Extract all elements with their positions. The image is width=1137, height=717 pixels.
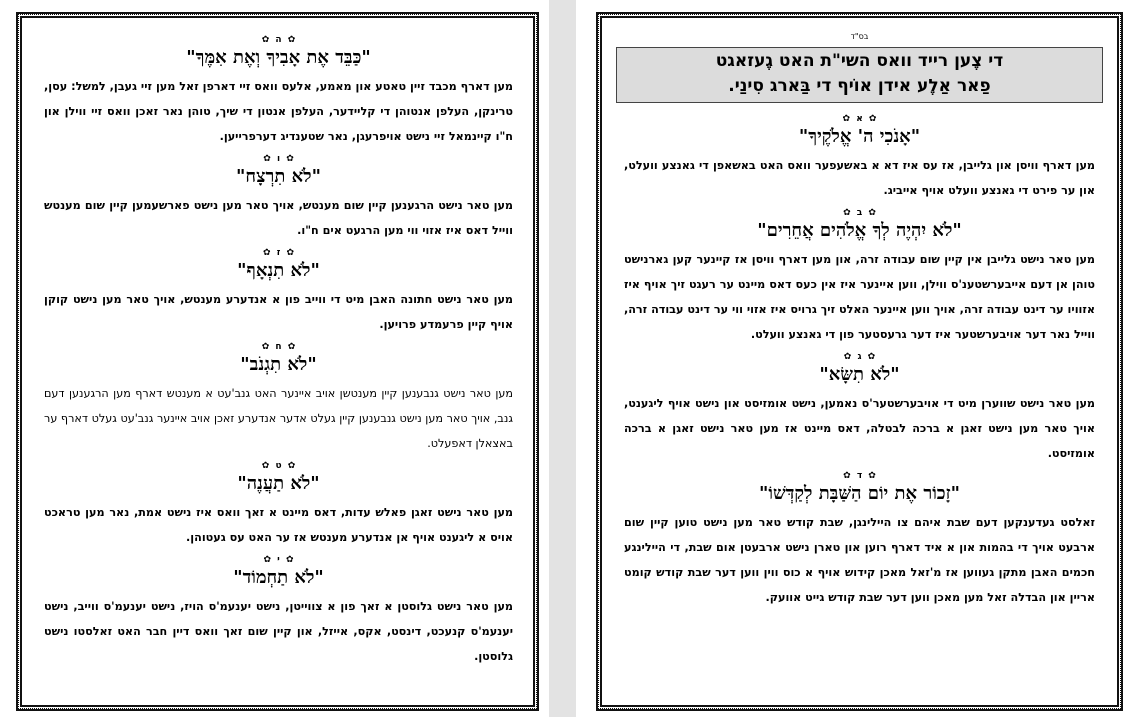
commandment-text: מען טאר נישט זאגן פאלש עדות, דאס מיינט א זאך וואס איז נישט אמת, נאר מען טראכט אויס א ליגענט אויף אן אנדערע מענטש אז ער האט עס געטוהן. — [44, 506, 513, 544]
flower-ornament-icon: ✿ — [843, 352, 852, 362]
commandment-text: מען טאר נישט חתונה האבן מיט די ווייב פון א אנדערע מענטש, אויך טאר מען נישט קוקן אויף קיין פרעמדע פרויען. — [44, 293, 513, 331]
commandment-heading: "לֹא תִרְצָח" — [236, 166, 321, 187]
left-page-frame — [16, 12, 539, 711]
commandment-text: מען דארף וויסן און גלייבן, אז עס איז דא א באשעפער וואס האט באשאפן די גאנצע וועלט, און ער פירט די גאנצע וועלט אויף אייביג. — [624, 159, 1095, 197]
flower-ornament-icon: ✿ — [261, 342, 270, 352]
commandment-heading: "לֹא תִנְאָף" — [237, 260, 320, 281]
flower-ornament-icon: ✿ — [263, 555, 272, 565]
flower-ornament-icon: ✿ — [287, 35, 296, 45]
right-page-frame — [596, 12, 1123, 711]
commandment-heading: "זָכוֹר אֶת יוֹם הַשַּׁבָּת לְקַדְּשׁוֹ" — [759, 483, 960, 504]
commandment-heading: "לֹא תַעֲנֶה" — [237, 473, 320, 494]
flower-ornament-icon: ✿ — [285, 555, 294, 565]
title-line: די צֶען רייד וואס השי"ת האט גֶעזאגט — [715, 51, 1004, 71]
commandment-text: מען טאר נישט גלייבן אין קיין שום עבודה זרה, און מען דארף וויסן אז קיינער קען גארנישט טוהן אן דעם אייבערשטענ'ס ווילן, ווען איינער איז אין כעס דאס מיינט ער רעגט זיך אויף איז אזוויו ער דינט עבודה זרה, אויך ווען איינער האלט זיך גרויס איז אזוי ווי ער דינט עבודה זרה, ווייל נאר דער אויבערשטער איז דער גרעסטער פון די גאנצע וועלט. — [624, 253, 1095, 341]
section-letter: ✿ ג ✿ — [624, 351, 1095, 363]
flower-ornament-icon: ✿ — [842, 114, 851, 124]
bsd-header: בס"ד — [850, 32, 869, 41]
commandment-heading: "לֹא תַחְמוֹד" — [233, 567, 324, 588]
flower-ornament-icon: ✿ — [868, 471, 876, 481]
section-letter: ✿ ח ✿ — [44, 341, 513, 353]
section-letter: ✿ ז ✿ — [44, 247, 513, 259]
flower-ornament-icon: ✿ — [286, 248, 294, 258]
section-letter: ✿ ה ✿ — [44, 34, 513, 46]
flower-ornament-icon: ✿ — [261, 35, 270, 45]
flower-ornament-icon: ✿ — [286, 154, 294, 164]
section-letter: ✿ י ✿ — [44, 554, 513, 566]
flower-ornament-icon: ✿ — [843, 208, 851, 218]
commandment-heading: "לֹא תִשָּׂא" — [819, 364, 900, 385]
flower-ornament-icon: ✿ — [868, 114, 877, 124]
page-gutter — [549, 0, 576, 717]
commandment-heading: "אָנֹכִי ה' אֱלֹקֶיךָ" — [798, 126, 921, 147]
left-page — [0, 0, 549, 717]
flower-ornament-icon: ✿ — [261, 461, 270, 471]
commandment-heading: "לֹא תִגְנֹב" — [240, 354, 317, 375]
commandment-text: מען טאר נישט גנבענען קיין מענטשן אויב איינער האט גנב'עט א מענטש דארף מען הרגענען דעם גנב, אויך טאר מען נישט גנבענען קיין געלט אדער אנדערע זאכן אויב איינער גנב'עט געלט דארף ער באצאלן דאפעלט. — [44, 387, 513, 450]
flower-ornament-icon: ✿ — [263, 248, 271, 258]
flower-ornament-icon: ✿ — [867, 352, 876, 362]
commandment-heading: "כַּבֵּד אֶת אָבִיךָ וְאֶת אִמֶּךָ" — [186, 47, 371, 68]
right-page — [576, 0, 1137, 717]
section-letter: ✿ א ✿ — [624, 113, 1095, 125]
commandment-text: מען דארף מכבד זיין טאטע און מאמע, אלעס וואס זיי דארפן זאל מען זיי געבן, למשל: עסן, טרינקן, העלפן אנטוהן די קליידער, העלפן אנטון די שיך, טוהן נאר זאכן וואס זיי ווילן און ח"ו קיינמאל זיי נישט אויפרעגן, נאר שטענדיג דערפרייען. — [44, 80, 513, 143]
flower-ornament-icon: ✿ — [868, 208, 876, 218]
commandment-text: זאלסט געדענקען דעם שבת איהם צו היילינגן, שבת קודש טאר מען נישט טוען קיין שום ארבעט אויך די בהמות און א איד דארף רוען און טארן נישט ארבעטן אום שבת, די היילינגע חכמים האבן מתקן געווען אז מ'זאל מאכן קידוש אויף א כוס ווין ווען דער שבת קודש קומט אריין און הבדלה זאל מען מאכן ווען דער שבת קודש גייט אוועק. — [624, 516, 1095, 604]
commandment-text: מען טאר נישט הרגענען קיין שום מענטש, אויך טאר מען נישט פארשעמען קיין שום מענטש ווייל דאס איז אזוי ווי מען הרגעט אים ח"ו. — [44, 199, 513, 237]
section-letter: ✿ ו ✿ — [44, 153, 513, 165]
section-letter: ✿ ט ✿ — [44, 460, 513, 472]
section-letter: ✿ ד ✿ — [624, 470, 1095, 482]
flower-ornament-icon: ✿ — [843, 471, 851, 481]
flower-ornament-icon: ✿ — [263, 154, 271, 164]
page-title — [616, 47, 1103, 103]
commandment-heading: "לֹא יִהְיֶה לְךָ אֱלֹהִים אֲחֵרִים" — [757, 220, 962, 241]
flower-ornament-icon: ✿ — [287, 342, 296, 352]
commandment-text: מען טאר נישט שווערן מיט די אויבערשטער'ס נאמען, נישט אומזיסט און נישט אויף ליגענט, אויך טאר מען נישט זאגן א ברכה לבטלה, דאס מיינט אז מען טאר נישט זאגן א ברכה אומזיסט. — [624, 397, 1095, 460]
title-line: פַאר אַלֶע אידן אוֹיף די בַּארג סִינַי. — [728, 76, 991, 96]
commandment-text: מען טאר נישט גלוסטן א זאך פון א צווייטן, נישט יענעמ'ס הויז, נישט יענעמ'ס ווייב, נישט יענעמ'ס קנעכט, דינסט, אקס, אייזל, און קיין שום זאך וואס דיין חבר האט זאלסטו נישט גלוסטן. — [44, 600, 513, 663]
section-letter: ✿ ב ✿ — [624, 207, 1095, 219]
flower-ornament-icon: ✿ — [287, 461, 296, 471]
